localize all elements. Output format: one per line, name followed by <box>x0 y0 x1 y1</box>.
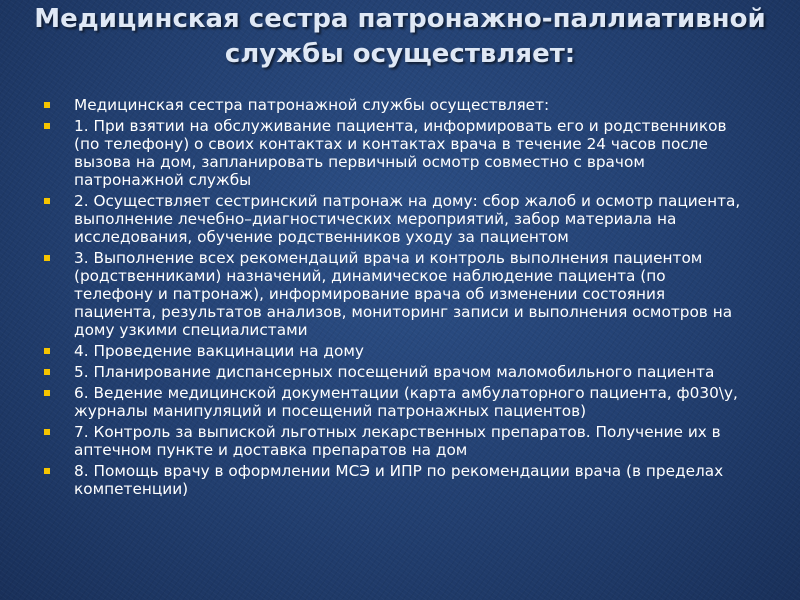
list-item-text: 6. Ведение медицинской документации (карта амбулаторного пациента, ф030\у, журналы манипуляций и посещений патронажных пациентов) <box>74 384 738 420</box>
list-item <box>44 423 744 459</box>
list-item-text: 1. При взятии на обслуживание пациента, информировать его и родственников (по телефону) о своих контактах и контактах врача в течение 24 часов после вызова на дом, запланировать первичный осмотр совместно с врачом патронажной службы <box>74 117 727 189</box>
list-item <box>44 384 744 420</box>
list-item <box>44 249 744 339</box>
list-item <box>44 96 744 114</box>
bullet-icon <box>44 390 50 396</box>
bullet-icon <box>44 369 50 375</box>
bullet-icon <box>44 102 50 108</box>
list-item <box>44 117 744 189</box>
list-item <box>44 363 744 381</box>
list-item-text: 7. Контроль за выпиской льготных лекарственных препаратов. Получение их в аптечном пункте и доставка препаратов на дом <box>74 423 721 459</box>
slide-title: Медицинская сестра патронажно-паллиативной службы осуществляет: <box>34 4 766 69</box>
list-item-text: 4. Проведение вакцинации на дому <box>74 342 364 360</box>
list-item-text: 3. Выполнение всех рекомендаций врача и контроль выполнения пациентом (родственниками) назначений, динамическое наблюдение пациента (по телефону и патронаж), информирование врача об изменении состояния пациента, результатов анализов, мониторинг записи и выполнения осмотров на дому узкими специалистами <box>74 249 733 339</box>
list-item-text: 5. Планирование диспансерных посещений врачом маломобильного пациента <box>74 363 715 381</box>
bullet-icon <box>44 348 50 354</box>
list-item-text: 2. Осуществляет сестринский патронаж на дому: сбор жалоб и осмотр пациента, выполнение лечебно–диагностических мероприятий, забор материала на исследования, обучение родственников уходу за пациентом <box>74 192 741 246</box>
bullet-icon <box>44 255 50 261</box>
bullet-icon <box>44 468 50 474</box>
bullet-icon <box>44 429 50 435</box>
list-item <box>44 192 744 246</box>
bullet-list <box>44 96 744 501</box>
bullet-icon <box>44 198 50 204</box>
bullet-icon <box>44 123 50 129</box>
list-item <box>44 342 744 360</box>
list-item-text: Медицинская сестра патронажной службы осуществляет: <box>74 96 550 114</box>
list-item <box>44 462 744 498</box>
list-item-text: 8. Помощь врачу в оформлении МСЭ и ИПР по рекомендации врача (в пределах компетенции) <box>74 462 724 498</box>
